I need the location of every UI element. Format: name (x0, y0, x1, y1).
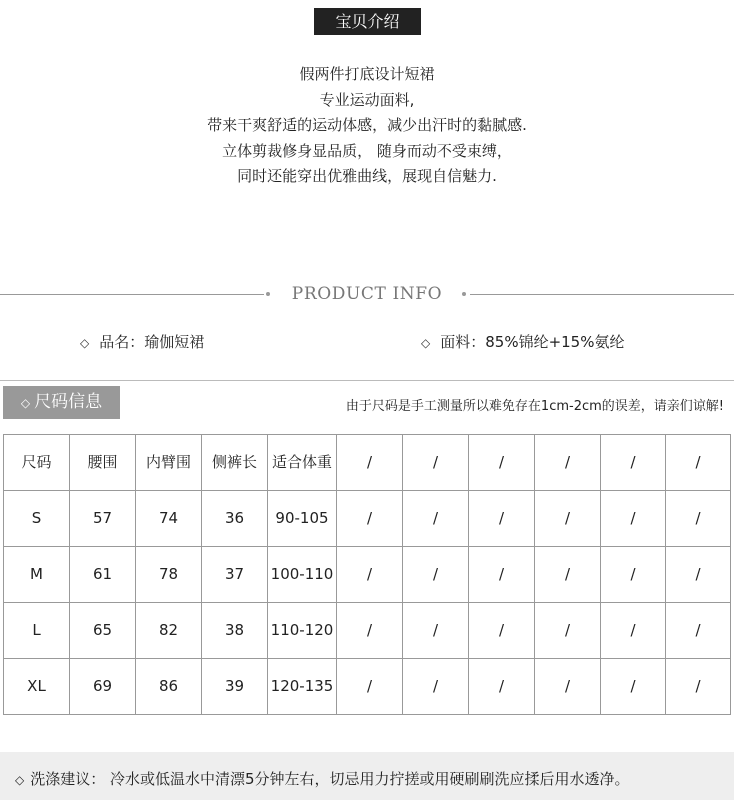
table-cell: / (403, 659, 469, 715)
table-cell: 90-105 (268, 491, 337, 547)
intro-line: 立体剪裁修身显品质， 随身而动不受束缚， (222, 141, 512, 160)
intro-line: 带来干爽舒适的运动体感，减少出汗时的黏腻感. (207, 116, 527, 134)
product-fabric-text: 面料：85%锦纶+15%氨纶 (440, 333, 625, 351)
table-row (4, 491, 731, 547)
table-cell: M (4, 547, 70, 603)
table-cell: / (469, 603, 535, 659)
wash-advice-text: 洗涤建议： 冷水或低温水中清漂5分钟左右，切忌用力拧搓或用硬刷刷洗应揉后用水透净。 (30, 770, 630, 788)
table-cell: 69 (70, 659, 136, 715)
table-cell: 74 (136, 491, 202, 547)
table-cell: / (337, 603, 403, 659)
table-cell: XL (4, 659, 70, 715)
table-cell: S (4, 491, 70, 547)
product-fabric (421, 331, 624, 354)
table-row (4, 603, 731, 659)
table-header-cell: 尺码 (4, 435, 70, 491)
diamond-bullet-icon: ◇ (20, 396, 31, 410)
table-cell: / (535, 491, 601, 547)
table-cell: 37 (202, 547, 268, 603)
intro-line: 专业运动面料, (319, 90, 415, 109)
table-header-cell: 腰围 (70, 435, 136, 491)
table-header-cell: / (601, 435, 666, 491)
product-info-heading: PRODUCT INFO (291, 284, 443, 304)
table-cell: / (469, 659, 535, 715)
table-cell: / (601, 491, 666, 547)
table-cell: / (535, 659, 601, 715)
size-info-label (3, 386, 120, 419)
divider-line-right (470, 294, 734, 295)
table-cell: / (403, 603, 469, 659)
table-cell: 100-110 (268, 547, 337, 603)
table-cell: 86 (136, 659, 202, 715)
table-cell: / (666, 603, 731, 659)
diamond-bullet-icon: ◇ (80, 336, 90, 350)
table-cell: / (601, 659, 666, 715)
table-cell: 65 (70, 603, 136, 659)
table-header-cell: / (469, 435, 535, 491)
table-header-cell: 适合体重 (268, 435, 337, 491)
intro-line: 同时还能穿出优雅曲线，展现自信魅力. (237, 167, 497, 185)
size-measurement-note: 由于尺码是手工测量所以难免存在1cm-2cm的误差，请亲们谅解! (345, 399, 724, 414)
product-name (80, 331, 204, 354)
table-cell: / (666, 491, 731, 547)
divider-line-left (0, 294, 264, 295)
table-cell: 120-135 (268, 659, 337, 715)
diamond-bullet-icon: ◇ (15, 773, 25, 787)
table-cell: / (403, 491, 469, 547)
table-cell: 61 (70, 547, 136, 603)
table-cell: / (666, 659, 731, 715)
table-cell: / (601, 547, 666, 603)
divider-dot-right (462, 292, 466, 296)
table-cell: / (403, 547, 469, 603)
table-header-row (4, 435, 731, 491)
table-header-cell: / (403, 435, 469, 491)
intro-line: 假两件打底设计短裙 (299, 65, 435, 83)
table-cell: / (469, 491, 535, 547)
table-cell: / (469, 547, 535, 603)
table-cell: / (666, 547, 731, 603)
wash-advice (15, 768, 630, 791)
divider-dot-left (266, 292, 270, 296)
product-info-divider (0, 283, 734, 305)
size-table (3, 434, 731, 715)
table-header-cell: 内臂围 (136, 435, 202, 491)
table-cell: / (337, 547, 403, 603)
table-cell: 78 (136, 547, 202, 603)
table-cell: L (4, 603, 70, 659)
intro-text-block (0, 62, 734, 190)
table-header-cell: 侧裤长 (202, 435, 268, 491)
section-title-product-intro: 宝贝介绍 (314, 8, 421, 35)
size-info-title: 尺码信息 (34, 392, 103, 412)
table-row (4, 547, 731, 603)
table-header-cell: / (666, 435, 731, 491)
diamond-bullet-icon: ◇ (421, 336, 431, 350)
table-cell: / (337, 491, 403, 547)
table-row (4, 659, 731, 715)
table-cell: / (337, 659, 403, 715)
table-cell: 82 (136, 603, 202, 659)
table-cell: 39 (202, 659, 268, 715)
table-cell: / (601, 603, 666, 659)
section-separator (0, 380, 734, 381)
table-cell: 38 (202, 603, 268, 659)
table-cell: / (535, 547, 601, 603)
product-name-text: 品名：瑜伽短裙 (99, 333, 205, 351)
table-header-cell: / (535, 435, 601, 491)
table-cell: / (535, 603, 601, 659)
table-cell: 36 (202, 491, 268, 547)
table-cell: 57 (70, 491, 136, 547)
table-header-cell: / (337, 435, 403, 491)
table-cell: 110-120 (268, 603, 337, 659)
